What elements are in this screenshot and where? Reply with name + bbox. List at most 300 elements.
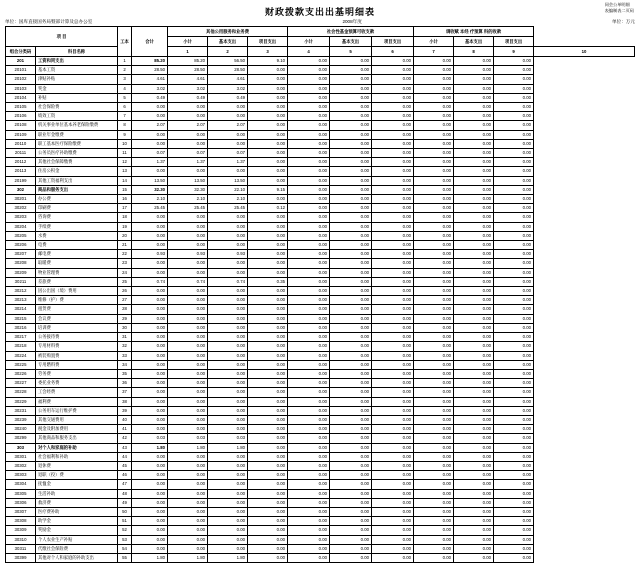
row-name: 社会福利和补助 [36,452,118,461]
row-code: 30206 [6,241,36,250]
row-other-basic: 0.00 [454,323,494,332]
row-fund-basic: 0.00 [330,241,372,250]
row-other-subtotal: 0.00 [414,305,454,314]
row-total: 0.00 [132,323,168,332]
row-fund-subtotal: 0.00 [288,397,330,406]
row-other-project: 0.00 [494,406,534,415]
row-fund-subtotal: 0.00 [288,507,330,516]
row-other-subtotal: 0.00 [414,185,454,194]
row-other-basic: 0.00 [454,75,494,84]
row-total: 0.00 [132,406,168,415]
row-fund-subtotal: 0.00 [288,204,330,213]
row-name: 其他商品和服务支出 [36,434,118,443]
row-general-project: 9.15 [248,185,288,194]
row-other-project: 0.00 [494,287,534,296]
row-code: 30308 [6,517,36,526]
row-fund-subtotal: 0.00 [288,388,330,397]
row-general-subtotal: 0.00 [168,222,208,231]
row-name: 租赁费 [36,305,118,314]
row-total: 0.00 [132,544,168,553]
row-general-subtotal: 32.30 [168,185,208,194]
row-fund-project: 0.00 [372,112,414,121]
row-general-subtotal: 0.00 [168,213,208,222]
row-general-subtotal: 0.00 [168,323,208,332]
row-line-no: 31 [118,333,132,342]
row-fund-subtotal: 0.00 [288,425,330,434]
row-line-no: 20 [118,231,132,240]
row-total: 0.00 [132,241,168,250]
table-row [6,342,635,351]
header-fund-project: 项目支出 [372,37,414,47]
row-fund-project: 0.00 [372,130,414,139]
row-fund-project: 0.00 [372,241,414,250]
row-general-project: 0.00 [248,388,288,397]
row-line-no: 27 [118,296,132,305]
row-general-basic: 0.00 [208,535,248,544]
row-other-basic: 0.00 [454,406,494,415]
row-code: 30214 [6,305,36,314]
row-general-basic: 0.00 [208,507,248,516]
row-name: 绩效工资 [36,112,118,121]
row-line-no: 44 [118,452,132,461]
row-fund-project: 0.00 [372,103,414,112]
row-general-subtotal: 0.00 [168,415,208,424]
table-row [6,314,635,323]
row-fund-basic: 0.00 [330,139,372,148]
row-fund-project: 0.00 [372,498,414,507]
row-fund-project: 0.00 [372,167,414,176]
row-total: 0.74 [132,277,168,286]
row-general-project: 0.00 [248,406,288,415]
row-code: 30399 [6,553,36,562]
row-fund-project: 0.00 [372,259,414,268]
row-other-project: 0.00 [494,526,534,535]
row-fund-subtotal: 0.00 [288,498,330,507]
row-fund-subtotal: 0.00 [288,489,330,498]
row-other-subtotal: 0.00 [414,149,454,158]
row-general-subtotal: 0.00 [168,379,208,388]
row-other-project: 0.00 [494,112,534,121]
table-row [6,379,635,388]
row-total: 2.07 [132,121,168,130]
row-fund-project: 0.00 [372,204,414,213]
row-line-no: 47 [118,480,132,489]
row-code: 30231 [6,406,36,415]
table-row [6,130,635,139]
table-row [6,305,635,314]
table-row [6,121,635,130]
row-other-project: 0.00 [494,84,534,93]
row-general-project: 0.00 [248,241,288,250]
row-total: 3.02 [132,84,168,93]
row-line-no: 54 [118,544,132,553]
row-general-basic: 1.80 [208,553,248,562]
row-name: 其他对个人和家庭的补助支出 [36,553,118,562]
row-general-project: 0.12 [248,204,288,213]
row-name: 办公费 [36,195,118,204]
table-row [6,425,635,434]
header-fund-subtotal: 小计 [288,37,330,47]
row-fund-basic: 0.00 [330,296,372,305]
row-other-subtotal: 0.00 [414,526,454,535]
row-general-subtotal: 1.80 [168,443,208,452]
row-fund-project: 0.00 [372,369,414,378]
row-other-project: 0.00 [494,185,534,194]
row-fund-project: 0.00 [372,314,414,323]
row-fund-subtotal: 0.00 [288,112,330,121]
row-other-project: 0.00 [494,553,534,562]
row-fund-project: 0.00 [372,305,414,314]
row-other-project: 0.00 [494,471,534,480]
row-total: 0.00 [132,415,168,424]
row-name: 维修（护）费 [36,296,118,305]
row-general-project: 0.00 [248,167,288,176]
row-fund-project: 0.00 [372,397,414,406]
row-other-project: 0.00 [494,204,534,213]
row-name: 代缴社会保险费 [36,544,118,553]
row-other-subtotal: 0.00 [414,130,454,139]
row-general-project: 0.00 [248,535,288,544]
row-fund-basic: 0.00 [330,434,372,443]
row-line-no: 43 [118,443,132,452]
row-general-basic: 13.50 [208,176,248,185]
table-row [6,185,635,194]
row-general-subtotal: 0.07 [168,149,208,158]
row-other-basic: 0.00 [454,57,494,66]
table-row [6,149,635,158]
row-general-basic: 0.00 [208,397,248,406]
row-fund-project: 0.00 [372,507,414,516]
row-general-project: 0.00 [248,360,288,369]
row-fund-basic: 0.00 [330,268,372,277]
row-general-basic: 4.61 [208,75,248,84]
row-total: 2.10 [132,195,168,204]
row-name: 工会经费 [36,388,118,397]
row-name: 公务接待费 [36,333,118,342]
row-other-subtotal: 0.00 [414,222,454,231]
row-fund-subtotal: 0.00 [288,75,330,84]
row-code: 30201 [6,195,36,204]
table-row [6,139,635,148]
row-fund-project: 0.00 [372,480,414,489]
row-line-no: 51 [118,517,132,526]
row-line-no: 9 [118,130,132,139]
row-total: 0.00 [132,314,168,323]
row-general-subtotal: 0.00 [168,507,208,516]
row-fund-subtotal: 0.00 [288,342,330,351]
row-other-basic: 0.00 [454,277,494,286]
row-line-no: 21 [118,241,132,250]
row-fund-subtotal: 0.00 [288,323,330,332]
header-col-5: 5 [330,47,372,57]
table-row [6,535,635,544]
row-fund-project: 0.00 [372,553,414,562]
row-general-subtotal: 1.37 [168,158,208,167]
row-other-subtotal: 0.00 [414,498,454,507]
row-general-project: 0.00 [248,526,288,535]
row-general-basic: 0.00 [208,489,248,498]
row-line-no: 41 [118,425,132,434]
row-general-subtotal: 0.00 [168,489,208,498]
table-row [6,544,635,553]
row-general-subtotal: 0.00 [168,333,208,342]
row-code: 30225 [6,360,36,369]
unit-meta: 单位：国库直接国务局暨部计算及总办公室 [5,19,93,24]
row-other-subtotal: 0.00 [414,434,454,443]
row-general-project: 0.00 [248,112,288,121]
row-name: 补贴 [36,93,118,102]
table-row [6,333,635,342]
row-fund-basic: 0.00 [330,342,372,351]
row-total: 0.93 [132,250,168,259]
row-code: 30224 [6,351,36,360]
row-name: 委托业务费 [36,379,118,388]
row-general-basic: 2.07 [208,121,248,130]
table-body [6,57,635,563]
row-fund-basic: 0.00 [330,489,372,498]
row-other-project: 0.00 [494,93,534,102]
row-line-no: 39 [118,406,132,415]
row-code: 30204 [6,222,36,231]
row-other-project: 0.00 [494,149,534,158]
row-code: 30202 [6,204,36,213]
row-general-subtotal: 0.00 [168,305,208,314]
row-general-subtotal: 0.00 [168,526,208,535]
row-code: 30229 [6,397,36,406]
row-line-no: 30 [118,323,132,332]
row-other-subtotal: 0.00 [414,204,454,213]
row-general-project: 0.00 [248,333,288,342]
row-fund-subtotal: 0.00 [288,93,330,102]
table-row [6,498,635,507]
row-other-project: 0.00 [494,121,534,130]
row-other-subtotal: 0.00 [414,195,454,204]
header-col-10: 10 [534,47,635,57]
row-total: 0.00 [132,342,168,351]
row-other-basic: 0.00 [454,84,494,93]
row-total: 0.00 [132,388,168,397]
table-row [6,213,635,222]
row-fund-basic: 0.00 [330,388,372,397]
row-line-no: 46 [118,471,132,480]
row-general-basic: 0.00 [208,305,248,314]
row-line-no: 3 [118,75,132,84]
row-fund-basic: 0.00 [330,305,372,314]
row-other-project: 0.00 [494,222,534,231]
row-code: 30212 [6,287,36,296]
table-row [6,84,635,93]
row-fund-subtotal: 0.00 [288,314,330,323]
row-general-basic: 0.00 [208,323,248,332]
row-name: 生活补助 [36,489,118,498]
row-other-project: 0.00 [494,167,534,176]
table-row [6,268,635,277]
row-general-project: 0.00 [248,305,288,314]
row-fund-project: 0.00 [372,544,414,553]
row-general-subtotal: 0.00 [168,259,208,268]
row-line-no: 23 [118,259,132,268]
row-name: 税金及附加费用 [36,425,118,434]
row-code: 20111 [6,149,36,158]
row-code: 30299 [6,434,36,443]
table-row [6,222,635,231]
row-fund-basic: 0.00 [330,75,372,84]
row-total: 0.00 [132,379,168,388]
row-fund-basic: 0.00 [330,158,372,167]
row-line-no: 15 [118,185,132,194]
row-general-project: 0.00 [248,461,288,470]
row-line-no: 42 [118,434,132,443]
row-line-no: 26 [118,287,132,296]
row-other-project: 0.00 [494,66,534,75]
row-other-basic: 0.00 [454,66,494,75]
row-fund-project: 0.00 [372,139,414,148]
row-other-project: 0.00 [494,535,534,544]
row-other-subtotal: 0.00 [414,259,454,268]
row-other-subtotal: 0.00 [414,287,454,296]
row-other-basic: 0.00 [454,452,494,461]
table-row [6,167,635,176]
row-other-subtotal: 0.00 [414,121,454,130]
row-total: 0.00 [132,397,168,406]
row-fund-project: 0.00 [372,517,414,526]
row-name: 物业管理费 [36,268,118,277]
row-other-project: 0.00 [494,379,534,388]
row-line-no: 45 [118,461,132,470]
row-code: 201 [6,57,36,66]
row-fund-basic: 0.00 [330,222,372,231]
row-name: 公务员医疗补助缴费 [36,149,118,158]
row-fund-project: 0.00 [372,461,414,470]
row-code: 30304 [6,480,36,489]
row-other-project: 0.00 [494,158,534,167]
row-other-subtotal: 0.00 [414,360,454,369]
row-general-project: 0.00 [248,379,288,388]
header-general-subtotal: 小计 [168,37,208,47]
row-general-basic: 0.00 [208,213,248,222]
row-general-basic: 0.03 [208,434,248,443]
row-general-subtotal: 0.00 [168,388,208,397]
row-total: 0.00 [132,461,168,470]
row-code: 30217 [6,333,36,342]
row-code: 20102 [6,75,36,84]
row-fund-subtotal: 0.00 [288,369,330,378]
row-name: 印刷费 [36,204,118,213]
table-row [6,241,635,250]
row-general-basic: 0.00 [208,461,248,470]
row-code: 30309 [6,526,36,535]
row-fund-subtotal: 0.00 [288,434,330,443]
row-general-subtotal: 0.03 [168,434,208,443]
header-name: 科目名称 [36,47,118,57]
row-other-project: 0.00 [494,323,534,332]
row-other-project: 0.00 [494,314,534,323]
row-total: 32.30 [132,185,168,194]
row-general-project: 0.00 [248,507,288,516]
header-general-project: 项目支出 [248,37,288,47]
row-other-project: 0.00 [494,241,534,250]
row-fund-basic: 0.00 [330,259,372,268]
row-code: 30240 [6,425,36,434]
row-other-subtotal: 0.00 [414,213,454,222]
row-other-subtotal: 0.00 [414,158,454,167]
row-other-basic: 0.00 [454,204,494,213]
row-general-basic: 0.00 [208,388,248,397]
row-general-basic: 0.00 [208,287,248,296]
row-other-subtotal: 0.00 [414,268,454,277]
row-name: 基本工资 [36,66,118,75]
row-other-project: 0.00 [494,130,534,139]
row-fund-project: 0.00 [372,415,414,424]
row-general-subtotal: 3.02 [168,84,208,93]
row-general-subtotal: 0.00 [168,130,208,139]
row-other-project: 0.00 [494,231,534,240]
row-general-subtotal: 13.50 [168,176,208,185]
period-meta: 2008年度 [342,19,362,24]
row-total: 0.00 [132,296,168,305]
row-other-subtotal: 0.00 [414,425,454,434]
row-other-basic: 0.00 [454,443,494,452]
row-other-subtotal: 0.00 [414,277,454,286]
row-line-no: 22 [118,250,132,259]
row-fund-basic: 0.00 [330,231,372,240]
row-other-basic: 0.00 [454,369,494,378]
row-other-project: 0.00 [494,544,534,553]
header-col-9: 9 [494,47,534,57]
table-row [6,360,635,369]
row-other-basic: 0.00 [454,139,494,148]
row-name: 职工基本医疗保险缴费 [36,139,118,148]
row-name: 助学金 [36,517,118,526]
row-general-project: 0.00 [248,158,288,167]
row-other-project: 0.00 [494,176,534,185]
row-other-basic: 0.00 [454,103,494,112]
row-general-project: 0.00 [248,66,288,75]
row-other-basic: 0.00 [454,176,494,185]
row-other-subtotal: 0.00 [414,480,454,489]
row-fund-project: 0.00 [372,452,414,461]
row-name: 因公出国（境）费用 [36,287,118,296]
row-fund-project: 0.00 [372,57,414,66]
row-general-subtotal: 2.10 [168,195,208,204]
row-other-project: 0.00 [494,489,534,498]
row-fund-subtotal: 0.00 [288,443,330,452]
row-fund-project: 0.00 [372,93,414,102]
row-code: 30216 [6,323,36,332]
top-right-note [605,2,634,15]
row-fund-project: 0.00 [372,333,414,342]
table-head [6,27,635,57]
row-other-subtotal: 0.00 [414,57,454,66]
row-general-basic: 0.00 [208,259,248,268]
row-line-no: 13 [118,167,132,176]
row-general-subtotal: 0.00 [168,498,208,507]
row-other-basic: 0.00 [454,314,494,323]
row-other-subtotal: 0.00 [414,176,454,185]
row-general-basic: 0.00 [208,103,248,112]
table-row [6,57,635,66]
row-fund-subtotal: 0.00 [288,553,330,562]
row-general-subtotal: 0.00 [168,231,208,240]
row-general-project: 0.00 [248,287,288,296]
row-general-project: 0.00 [248,139,288,148]
header-other-project: 项目支出 [494,37,534,47]
header-code: 组合分类码 [6,47,36,57]
row-total: 25.45 [132,204,168,213]
row-total: 0.00 [132,489,168,498]
row-other-basic: 0.00 [454,544,494,553]
header-col-7: 7 [414,47,454,57]
